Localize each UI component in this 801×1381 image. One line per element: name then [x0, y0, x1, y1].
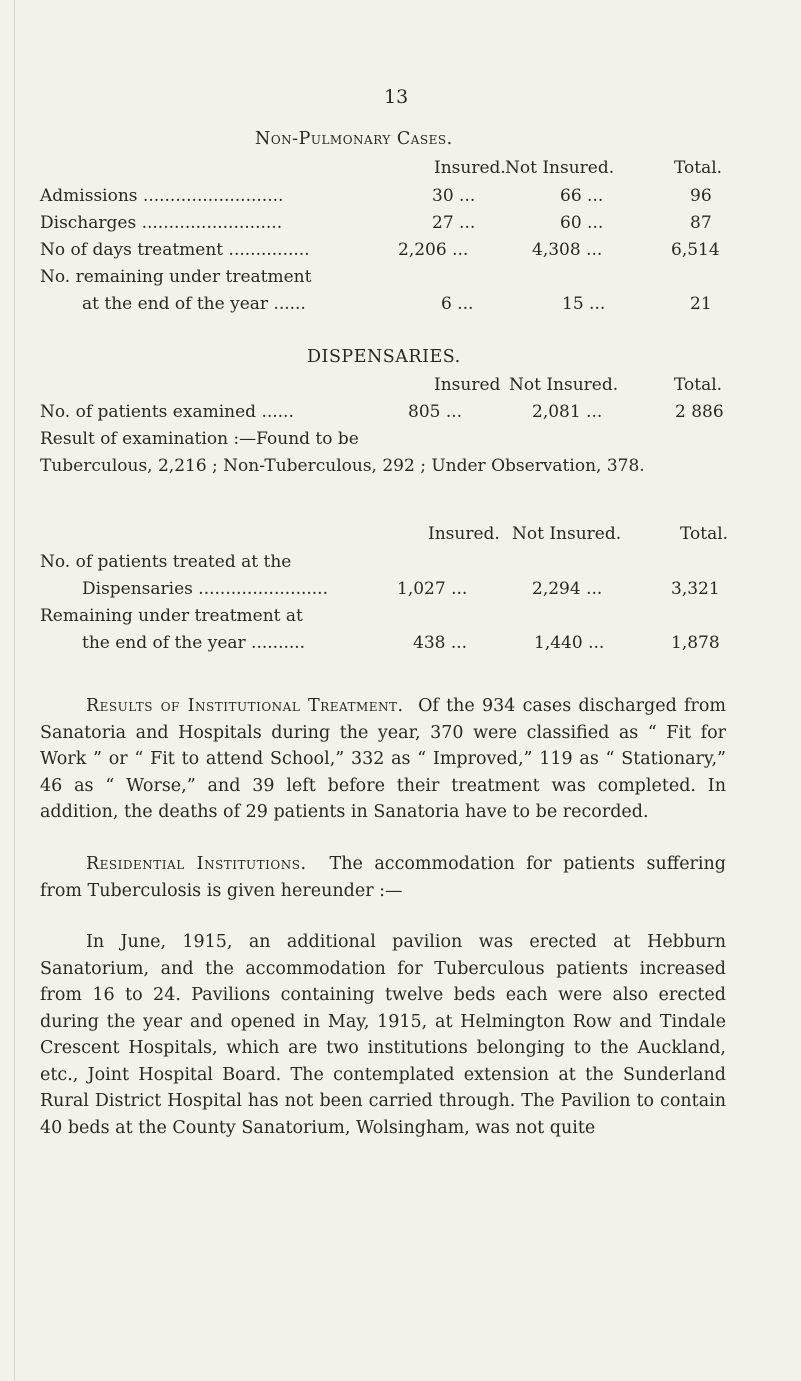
page-number: 13	[384, 86, 409, 108]
header-total: Total.	[674, 158, 723, 178]
header-insured: Insured.	[434, 158, 506, 178]
result-detail-text: Tuberculous, 2,216 ; Non-Tuberculous, 292 ; Under Observation, 378.	[40, 456, 645, 476]
table-row	[0, 294, 801, 320]
row-insured: 1,027 ...	[397, 579, 468, 599]
header-insured: Insured.	[428, 524, 500, 544]
row-total: 2 886	[675, 402, 724, 422]
row-label: the end of the year ..........	[82, 633, 306, 653]
row-label: No of days treatment ...............	[40, 240, 310, 260]
row-not-insured: 60 ...	[560, 213, 604, 233]
pavilion-paragraph	[40, 929, 726, 1141]
row-insured: 2,206 ...	[398, 240, 469, 260]
row-label: No. of patients examined ......	[40, 402, 294, 422]
header-insured: Insured	[434, 375, 501, 395]
row-not-insured: 1,440 ...	[534, 633, 605, 653]
non-pulmonary-header-row	[0, 158, 801, 184]
row-label: Dispensaries ........................	[82, 579, 328, 599]
row-label: Discharges ..........................	[40, 213, 283, 233]
residential-paragraph	[40, 851, 726, 904]
dispensaries-title: DISPENSARIES.	[307, 347, 461, 367]
row-insured: 805 ...	[408, 402, 463, 422]
row-not-insured: 66 ...	[560, 186, 604, 206]
header-not-insured: Not Insured.	[509, 375, 619, 395]
row-label: No. remaining under treatment	[40, 267, 312, 287]
table-row	[0, 267, 801, 293]
row-label: at the end of the year ......	[82, 294, 306, 314]
non-pulmonary-title: Non-Pulmonary Cases.	[255, 129, 453, 149]
result-detail	[0, 456, 801, 482]
row-insured: 438 ...	[413, 633, 468, 653]
results-text: Of the 934 cases discharged from Sanatoria and Hospitals during the year, 370 were classified as “ Fit for Work ” or “ Fit to attend School,” 332 as “ Improved,” 119 as “ Stationary,” 46 as “ Worse,” and 39 left before their treatment was completed. In addition, the deaths of 29 patients in Sanatoria have to be recorded.	[40, 696, 726, 822]
results-heading: Results of Institutional Treatment.	[86, 696, 404, 716]
row-total: 3,321	[671, 579, 720, 599]
table-row	[0, 213, 801, 239]
row-not-insured: 4,308 ...	[532, 240, 603, 260]
row-total: 1,878	[671, 633, 720, 653]
table-row	[0, 240, 801, 266]
table-row	[0, 186, 801, 212]
row-label: Remaining under treatment at	[40, 606, 303, 626]
row-not-insured: 2,294 ...	[532, 579, 603, 599]
row-insured: 6 ...	[441, 294, 474, 314]
residential-heading: Residential Institutions.	[86, 854, 307, 874]
header-not-insured: Not Insured.	[512, 524, 622, 544]
table-row	[0, 633, 801, 659]
table-row	[0, 606, 801, 632]
table-row	[0, 402, 801, 428]
row-total: 6,514	[671, 240, 720, 260]
row-label: No. of patients treated at the	[40, 552, 292, 572]
row-not-insured: 15 ...	[562, 294, 606, 314]
result-line	[0, 429, 801, 455]
table-row	[0, 579, 801, 605]
row-not-insured: 2,081 ...	[532, 402, 603, 422]
dispensaries-header-row	[0, 375, 801, 401]
result-line-text: Result of examination :—Found to be	[40, 429, 359, 449]
header-total: Total.	[680, 524, 729, 544]
dispensaries-header-row-2	[0, 524, 801, 550]
results-paragraph	[40, 693, 726, 826]
table-row	[0, 552, 801, 578]
header-total: Total.	[674, 375, 723, 395]
residential-text: The accommodation for patients suffering from Tuberculosis is given hereunder :—	[40, 854, 726, 901]
row-total: 21	[690, 294, 712, 314]
row-label: Admissions ..........................	[40, 186, 284, 206]
row-total: 87	[690, 213, 712, 233]
row-insured: 27 ...	[432, 213, 476, 233]
pavilion-text: In June, 1915, an additional pavilion was erected at Hebburn Sanatorium, and the accommodation for Tuberculous patients increased from 16 to 24. Pavilions containing twelve beds each were also erected during the year and opened in May, 1915, at Helmington Row and Tindale Crescent Hospitals, which are two institutions belonging to the Auckland, etc., Joint Hospital Board. The contemplated extension at the Sunderland Rural District Hospital has not been carried through. The Pavilion to contain 40 beds at the County Sanatorium, Wolsingham, was not quite	[40, 932, 726, 1138]
header-not-insured: Not Insured.	[505, 158, 615, 178]
row-total: 96	[690, 186, 712, 206]
row-insured: 30 ...	[432, 186, 476, 206]
